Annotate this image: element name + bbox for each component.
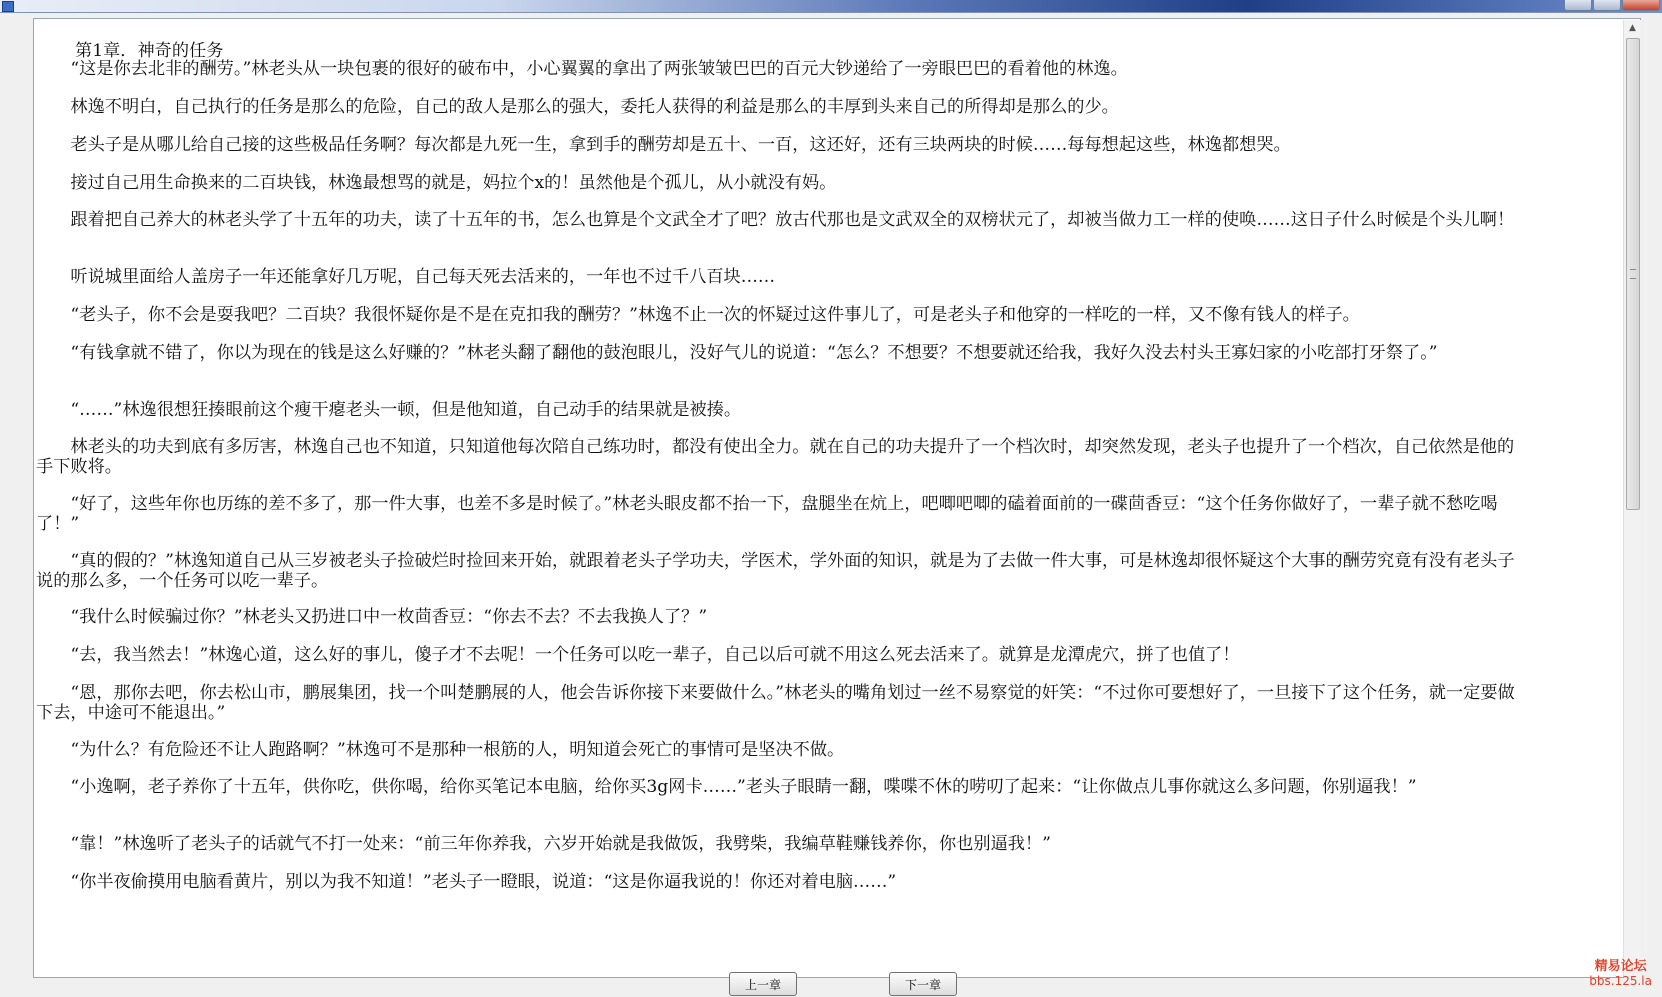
paragraph: “……”林逸很想狂揍眼前这个瘦干瘪老头一顿，但是他知道，自己动手的结果就是被揍。 [36, 400, 1526, 420]
paragraph: “我什么时候骗过你？”林老头又扔进口中一枚茴香豆：“你去不去？不去我换人了？” [36, 607, 1526, 627]
scroll-thumb[interactable] [1626, 38, 1640, 510]
watermark-name: 精易论坛 [1589, 960, 1652, 974]
next-chapter-button[interactable]: 下一章 [889, 972, 957, 996]
paragraph: “老头子，你不会是耍我吧？二百块？我很怀疑你是不是在克扣我的酬劳？”林逸不止一次的怀疑过这件事儿了，可是老头子和他穿的一样吃的一样，又不像有钱人的样子。 [36, 305, 1526, 325]
paragraph: 老头子是从哪儿给自己接的这些极品任务啊？每次都是九死一生，拿到手的酬劳却是五十、一百，这还好，还有三块两块的时候……每每想起这些，林逸都想哭。 [36, 135, 1526, 155]
minimize-button[interactable] [1564, 0, 1592, 11]
paragraph: 林逸不明白，自己执行的任务是那么的危险，自己的敌人是那么的强大，委托人获得的利益是那么的丰厚到头来自己的所得却是那么的少。 [36, 97, 1526, 117]
watermark-url: bbs.125.la [1589, 974, 1652, 988]
paragraph: “为什么？有危险还不让人跑路啊？”林逸可不是那种一根筋的人，明知道会死亡的事情可是坚决不做。 [36, 740, 1526, 760]
prev-chapter-button[interactable]: 上一章 [729, 972, 797, 996]
app-icon [2, 1, 14, 12]
chapter-title: 第1章．神奇的任务 [75, 41, 223, 61]
paragraph: 林老头的功夫到底有多厉害，林逸自己也不知道，只知道他每次陪自己练功时，都没有使出全力。就在自己的功夫提升了一个档次时，却突然发现，老头子也提升了一个档次，自己依然是他的手下败将。 [36, 437, 1526, 477]
window-titlebar [0, 0, 1662, 13]
paragraph: 听说城里面给人盖房子一年还能拿好几万呢，自己每天死去活来的，一年也不过千八百块…… [36, 267, 1526, 287]
paragraph: “这是你去北非的酬劳。”林老头从一块包裹的很好的破布中，小心翼翼的拿出了两张皱皱巴巴的百元大钞递给了一旁眼巴巴的看着他的林逸。 [36, 59, 1526, 79]
paragraph: “你半夜偷摸用电脑看黄片，别以为我不知道！”老头子一瞪眼，说道：“这是你逼我说的！你还对着电脑……” [36, 872, 1526, 892]
vertical-scrollbar[interactable] [1623, 20, 1641, 978]
paragraph: 跟着把自己养大的林老头学了十五年的功夫，读了十五年的书，怎么也算是个文武全才了吧？放古代那也是文武双全的双榜状元了，却被当做力工一样的使唤……这日子什么时候是个头儿啊！ [36, 210, 1526, 230]
paragraph: “靠！”林逸听了老头子的话就气不打一处来：“前三年你养我，六岁开始就是我做饭，我劈柴，我编草鞋赚钱养你，你也别逼我！” [36, 834, 1526, 854]
paragraph: “有钱拿就不错了，你以为现在的钱是这么好赚的？”林老头翻了翻他的鼓泡眼儿，没好气儿的说道：“怎么？不想要？不想要就还给我，我好久没去村头王寡妇家的小吃部打牙祭了。” [36, 343, 1526, 363]
paragraph: “恩，那你去吧，你去松山市，鹏展集团，找一个叫楚鹏展的人，他会告诉你接下来要做什么。”林老头的嘴角划过一丝不易察觉的奸笑：“不过你可要想好了，一旦接下了这个任务，就一定要做下去，中途可不能退出。” [36, 683, 1526, 723]
forum-watermark [1589, 960, 1652, 988]
paragraph: “小逸啊，老子养你了十五年，供你吃，供你喝，给你买笔记本电脑，给你买3g网卡……”老头子眼睛一翻，喋喋不休的唠叨了起来：“让你做点儿事你就这么多问题，你别逼我！” [36, 777, 1526, 797]
paragraph: “真的假的？”林逸知道自己从三岁被老头子捡破烂时捡回来开始，就跟着老头子学功夫，学医术，学外面的知识，就是为了去做一件大事，可是林逸却很怀疑这个大事的酬劳究竟有没有老头子说的那么多，一个任务可以吃一辈子。 [36, 551, 1526, 591]
maximize-button[interactable] [1593, 0, 1621, 11]
paragraph: 接过自己用生命换来的二百块钱，林逸最想骂的就是，妈拉个x的！虽然他是个孤儿，从小就没有妈。 [36, 173, 1526, 193]
paragraph: “好了，这些年你也历练的差不多了，那一件大事，也差不多是时候了。”林老头眼皮都不抬一下，盘腿坐在炕上，吧唧吧唧的磕着面前的一碟茴香豆：“这个任务你做好了，一辈子就不愁吃喝了！” [36, 494, 1526, 534]
grip-icon [1630, 269, 1636, 279]
paragraph: “去，我当然去！”林逸心道，这么好的事儿，傻子才不去呢！一个任务可以吃一辈子，自己以后可就不用这么死去活来了。就算是龙潭虎穴，拼了也值了！ [36, 645, 1526, 665]
scroll-up-icon[interactable]: ▲ [1624, 20, 1641, 37]
close-button[interactable] [1622, 0, 1660, 11]
chapter-content [36, 20, 1612, 978]
